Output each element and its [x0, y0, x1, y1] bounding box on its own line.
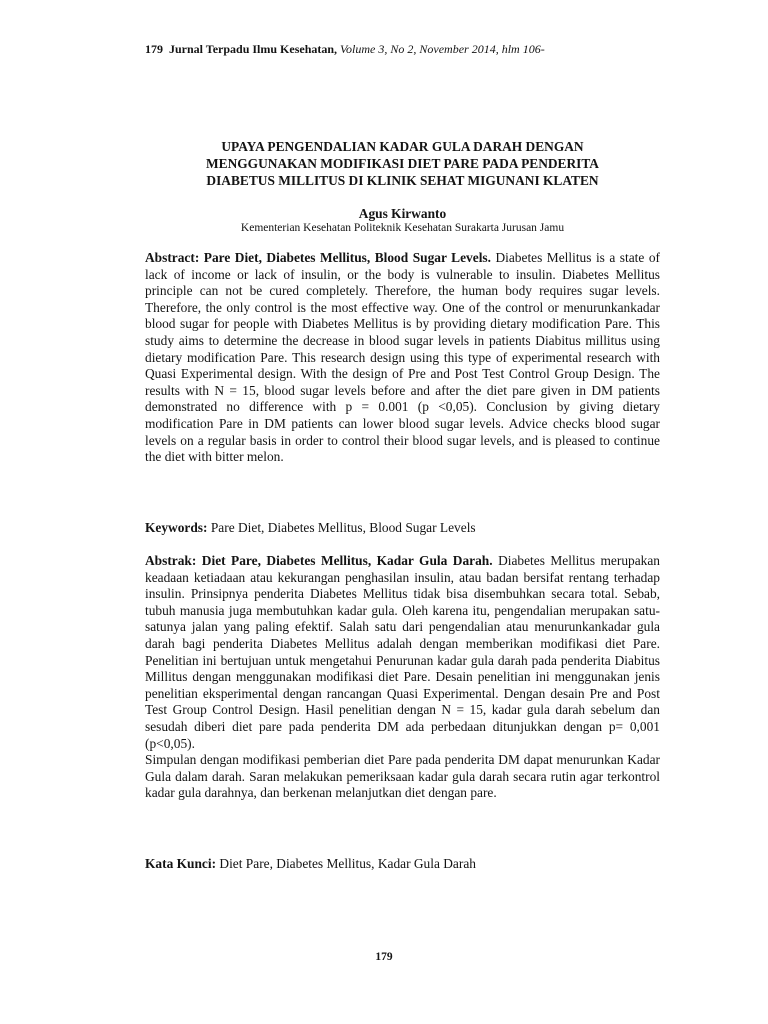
header-page-number: 179 — [145, 42, 163, 56]
keywords-indonesian-label: Kata Kunci: — [145, 856, 217, 871]
running-header — [145, 42, 545, 57]
title-line-1: UPAYA PENGENDALIAN KADAR GULA DARAH DENGAN — [221, 139, 584, 154]
article-title — [145, 138, 660, 189]
abstract-english-heading: Abstract: Pare Diet, Diabetes Mellitus, Blood Sugar Levels. — [145, 250, 491, 265]
abstract-indonesian-heading: Abstrak: Diet Pare, Diabetes Mellitus, Kadar Gula Darah. — [145, 553, 493, 568]
abstract-english-text: Diabetes Mellitus is a state of lack of income or lack of insulin, or the body is vulnerable to insulin. Diabetes Mellitus principle can not be cured completely. Therefore, the human body requires sugar levels. Therefore, the only control is the most effective way. One of the control or menurunkankadar blood sugar for people with Diabetes Mellitus is by providing dietary modification Pare. This study aims to determine the decrease in blood sugar levels in patients Diabitus millitus using dietary modification Pare. This research design using this type of experimental research with Quasi Experimental design. With the design of Pre and Post Test Control Group Design. The results with N = 15, blood sugar levels before and after the diet pare given in DM patients demonstrated no difference with p = 0.001 (p <0,05). Conclusion by giving dietary modification Pare in DM patients can lower blood sugar levels. Advice checks blood sugar levels on a regular basis in order to control their blood sugar levels, and is pleased to continue the diet with bitter melon. — [145, 250, 660, 465]
abstract-indonesian — [145, 553, 660, 802]
author-name: Agus Kirwanto — [358, 206, 447, 221]
keywords-english-text: Pare Diet, Diabetes Mellitus, Blood Sugar Levels — [210, 520, 476, 535]
abstract-indonesian-text: Diabetes Mellitus merupakan keadaan ketiadaan atau kekurangan penghasilan insulin, atau badan bersifat rentang terhadap insulin. Prinsipnya penderita Diabetes Mellitus tidak bisa disembuhkan secara total. Sebab, tubuh manusia juga membutuhkan kadar gula. Oleh karena itu, pengendalian merupakan satu-satunya jalan yang paling efektif. Salah satu dari pengendalian atau menurunkankadar gula darah bagi penderita Diabetes Mellitus adalah dengan memberikan modifikasi diet Pare. Penelitian ini bertujuan untuk mengetahui Penurunan kadar gula darah pada penderita Diabitus Millitus dengan menggunakan modifikasi diet Pare. Desain penelitian ini menggunakan jenis penelitian eksperimental dengan rancangan Quasi Experimental. Dengan desain Pre and Post Test Group Control Design. Hasil penelitian dengan N = 15, kadar gula darah sebelum dan sesudah diberi diet pare pada penderita DM ada perbedaan ditunjukkan dengan p= 0,001 (p<0,05). — [145, 553, 660, 751]
abstract-indonesian-conclusion: Simpulan dengan modifikasi pemberian diet Pare pada penderita DM dapat menurunkan Kadar Gula dalam darah. Saran melakukan pemeriksaan kadar gula darah secara rutin agar terkontrol kadar gula darahnya, dan berkenan melanjutkan diet dengan pare. — [145, 752, 660, 801]
journal-name: Jurnal Terpadu Ilmu Kesehatan, — [169, 42, 338, 56]
title-line-2: MENGGUNAKAN MODIFIKASI DIET PARE PADA PENDERITA — [206, 156, 599, 171]
keywords-english-label: Keywords: — [145, 520, 208, 535]
keywords-indonesian — [145, 856, 660, 873]
keywords-indonesian-text: Diet Pare, Diabetes Mellitus, Kadar Gula Darah — [219, 856, 476, 871]
title-line-3: DIABETUS MILLITUS DI KLINIK SEHAT MIGUNANI KLATEN — [206, 173, 599, 188]
footer-page-number: 179 — [375, 951, 393, 963]
volume-info: Volume 3, No 2, November 2014, hlm 106- — [340, 42, 545, 56]
keywords-english — [145, 520, 660, 537]
author-affiliation: Kementerian Kesehatan Politeknik Kesehatan Surakarta Jurusan Jamu — [240, 222, 565, 234]
abstract-english — [145, 250, 660, 466]
